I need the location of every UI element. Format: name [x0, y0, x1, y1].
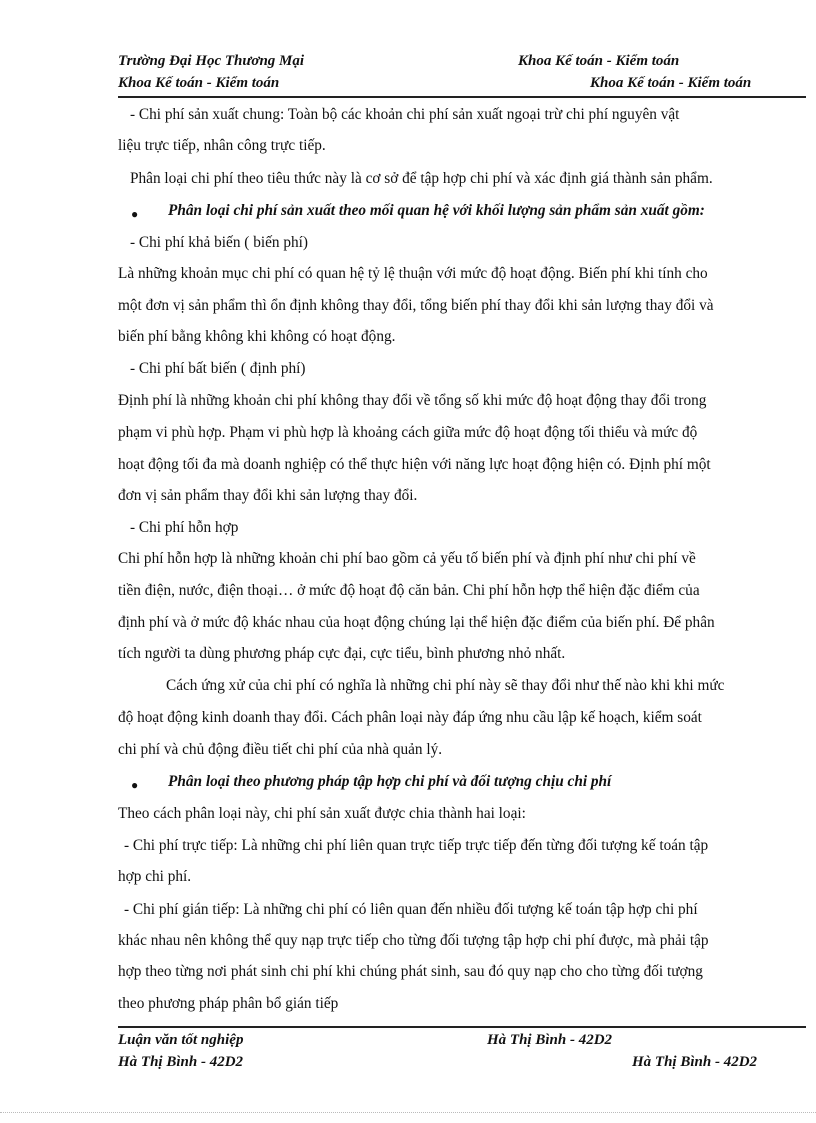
header-department-right: Khoa Kế toán - Kiểm toán: [518, 53, 680, 69]
body-line: - Chi phí khả biến ( biến phí): [130, 234, 309, 251]
body-line: một đơn vị sản phẩm thì ổn định không thay đổi, tổng biến phí thay đổi khi sản lượng thay đổi và: [118, 297, 714, 314]
footer-author-right-2: Hà Thị Bình - 42D2: [632, 1054, 758, 1070]
body-line: biến phí bằng không khi không có hoạt động.: [118, 328, 396, 345]
body-line: - Chi phí bất biến ( định phí): [130, 360, 306, 377]
body-line: - Chi phí sản xuất chung: Toàn bộ các khoản chi phí sản xuất ngoại trừ chi phí nguyên vật: [130, 106, 680, 123]
header-department-left: Khoa Kế toán - Kiểm toán: [118, 75, 280, 91]
body-line: định phí và ở mức độ khác nhau của hoạt động chúng lại thể hiện đặc điểm của biến phí. Để phân: [118, 614, 715, 631]
page-edge-divider: [0, 1112, 816, 1113]
body-line: độ hoạt động kinh doanh thay đổi. Cách phân loại này đáp ứng nhu cầu lập kế hoạch, kiểm soát: [118, 709, 702, 726]
footer-author-right: Hà Thị Bình - 42D2: [487, 1032, 613, 1048]
header-school-name: Trường Đại Học Thương Mại: [118, 53, 305, 69]
body-line: - Chi phí trực tiếp: Là những chi phí liên quan trực tiếp trực tiếp đến từng đối tượng kế toán tập: [124, 837, 709, 854]
body-line: - Chi phí hỗn hợp: [130, 519, 239, 536]
bullet-icon: ●: [131, 207, 139, 221]
body-line: phạm vi phù hợp. Phạm vi phù hợp là khoảng cách giữa mức độ hoạt động tối thiểu và mức độ: [118, 424, 698, 441]
body-line: - Chi phí gián tiếp: Là những chi phí có liên quan đến nhiều đối tượng kế toán tập hợp chi phí: [124, 901, 698, 918]
header-rule: [118, 96, 806, 98]
body-line: tiền điện, nước, điện thoại… ở mức độ hoạt độ căn bản. Chi phí hỗn hợp thể hiện đặc điểm của: [118, 582, 700, 599]
footer-author-left: Hà Thị Bình - 42D2: [118, 1054, 244, 1070]
body-line: Là những khoản mục chi phí có quan hệ tỷ lệ thuận với mức độ hoạt động. Biến phí khi tính cho: [118, 265, 708, 282]
body-line: khác nhau nên không thể quy nạp trực tiếp cho từng đối tượng tập hợp chi phí được, mà phải tập: [118, 932, 709, 949]
section-heading: Phân loại chi phí sản xuất theo mối quan hệ với khối lượng sản phẩm sản xuất gồm:: [168, 202, 705, 219]
body-line: chi phí và chủ động điều tiết chi phí của nhà quản lý.: [118, 741, 443, 758]
body-line: hợp chi phí.: [118, 868, 192, 885]
body-line: Theo cách phân loại này, chi phí sản xuất được chia thành hai loại:: [118, 805, 526, 822]
body-line: Cách ứng xử của chi phí có nghĩa là những chi phí này sẽ thay đổi như thế nào khi khi mức: [166, 677, 725, 694]
body-line: liệu trực tiếp, nhân công trực tiếp.: [118, 137, 326, 154]
bullet-icon: ●: [131, 778, 139, 792]
section-heading: Phân loại theo phương pháp tập hợp chi phí và đối tượng chịu chi phí: [168, 773, 612, 790]
body-line: Phân loại chi phí theo tiêu thức này là cơ sở để tập hợp chi phí và xác định giá thành sản phẩm.: [130, 170, 713, 187]
header-department-right-2: Khoa Kế toán - Kiểm toán: [590, 75, 752, 91]
body-line: Chi phí hỗn hợp là những khoản chi phí bao gồm cả yếu tố biến phí và định phí như chi phí về: [118, 550, 696, 567]
body-line: hợp theo từng nơi phát sinh chi phí khi chúng phát sinh, sau đó quy nạp cho cho từng đối tượng: [118, 963, 703, 980]
body-line: hoạt động tối đa mà doanh nghiệp có thể thực hiện với năng lực hoạt động hiện có. Định phí một: [118, 456, 711, 473]
footer-rule: [118, 1026, 806, 1028]
body-line: Định phí là những khoản chi phí không thay đổi về tổng số khi mức độ hoạt động thay đổi trong: [118, 392, 707, 409]
footer-thesis-label: Luận văn tốt nghiệp: [118, 1032, 244, 1048]
body-line: theo phương pháp phân bổ gián tiếp: [118, 995, 339, 1012]
body-line: tích người ta dùng phương pháp cực đại, cực tiểu, bình phương nhỏ nhất.: [118, 645, 566, 662]
body-line: đơn vị sản phẩm thay đổi khi sản lượng thay đổi.: [118, 487, 418, 504]
